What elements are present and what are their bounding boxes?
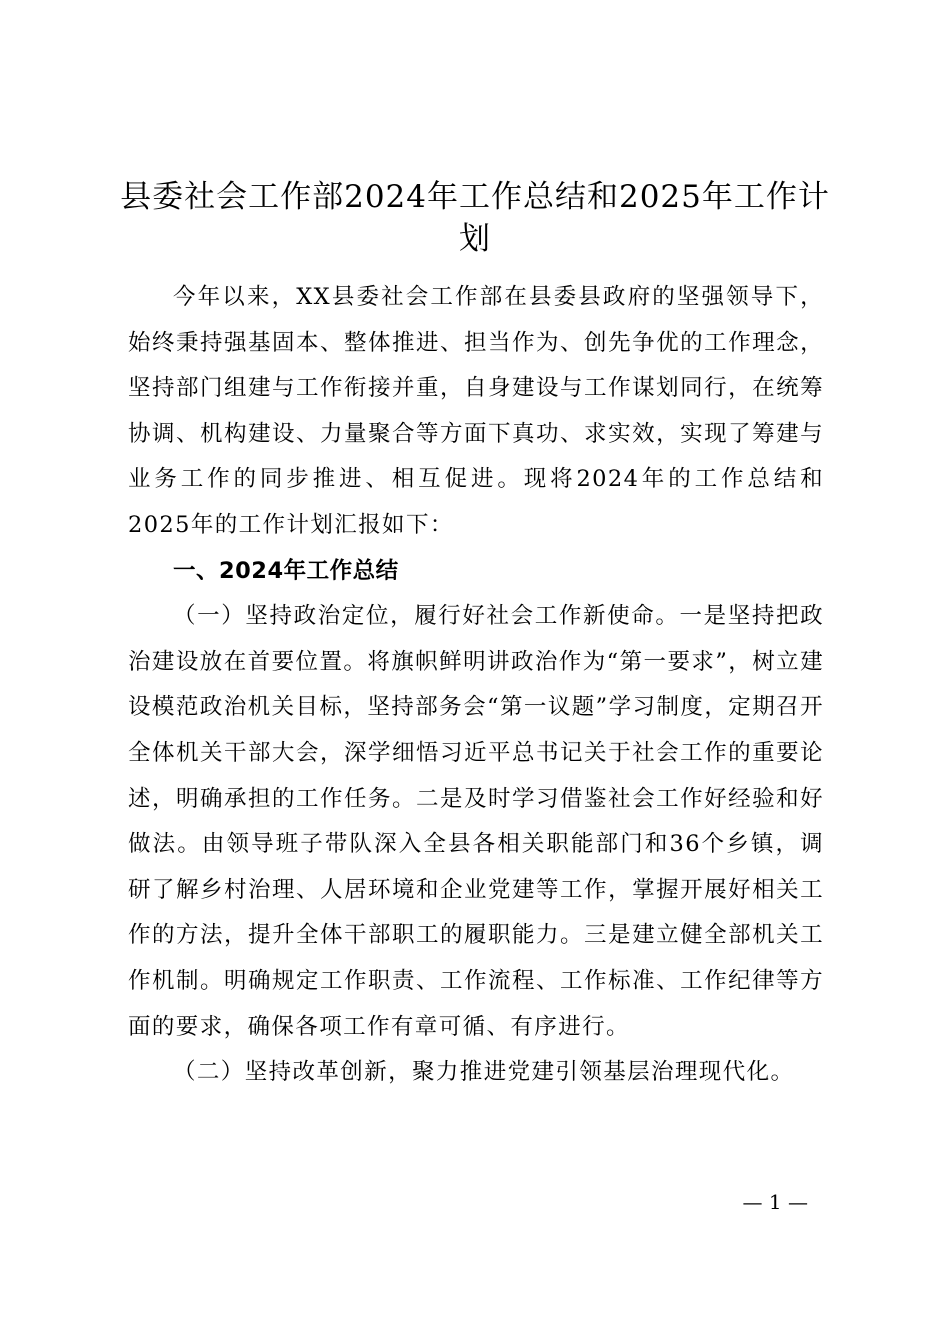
document-title: 县委社会工作部2024年工作总结和2025年工作计划 [120,179,830,257]
item-1-body: 一是坚持把政治建设放在首要位置。将旗帜鲜明讲政治作为“第一要求”，树立建设模范政治机关目标，坚持部务会“第一议题”学习制度，定期召开全体机关干部大会，深学细悟习近平总书记关于社会工作的重要论述，明确承担的工作任务。二是及时学习借鉴社会工作好经验和好做法。由领导班子带队深入全县各相关职能部门和36个乡镇，调研了解乡村治理、人居环境和企业党建等工作，掌握开展好相关工作的方法，提升全体干部职工的履职能力。三是建立健全部机关工作机制。明确规定工作职责、工作流程、工作标准、工作纪律等方面的要求，确保各项工作有章可循、有序进行。 [128,603,824,1040]
page-number: — 1 — [742,1190,808,1214]
item-2-lead: （二）坚持改革创新，聚力推进党建引领基层治理现代化。 [173,1059,795,1086]
item-1-lead: （一）坚持政治定位，履行好社会工作新使命。 [173,603,680,630]
item-2-paragraph [128,1050,824,1096]
intro-paragraph: 今年以来，XX县委社会工作部在县委县政府的坚强领导下，始终秉持强基固本、整体推进、担当作为、创先争优的工作理念，坚持部门组建与工作衔接并重，自身建设与工作谋划同行，在统筹协调、机构建设、力量聚合等方面下真功、求实效，实现了筹建与业务工作的同步推进、相互促进。现将2024年的工作总结和2025年的工作计划汇报如下： [128,284,824,538]
section-heading-1: 一、2024年工作总结 [173,557,399,584]
item-1-paragraph [128,594,824,1050]
document-body [128,275,824,1096]
